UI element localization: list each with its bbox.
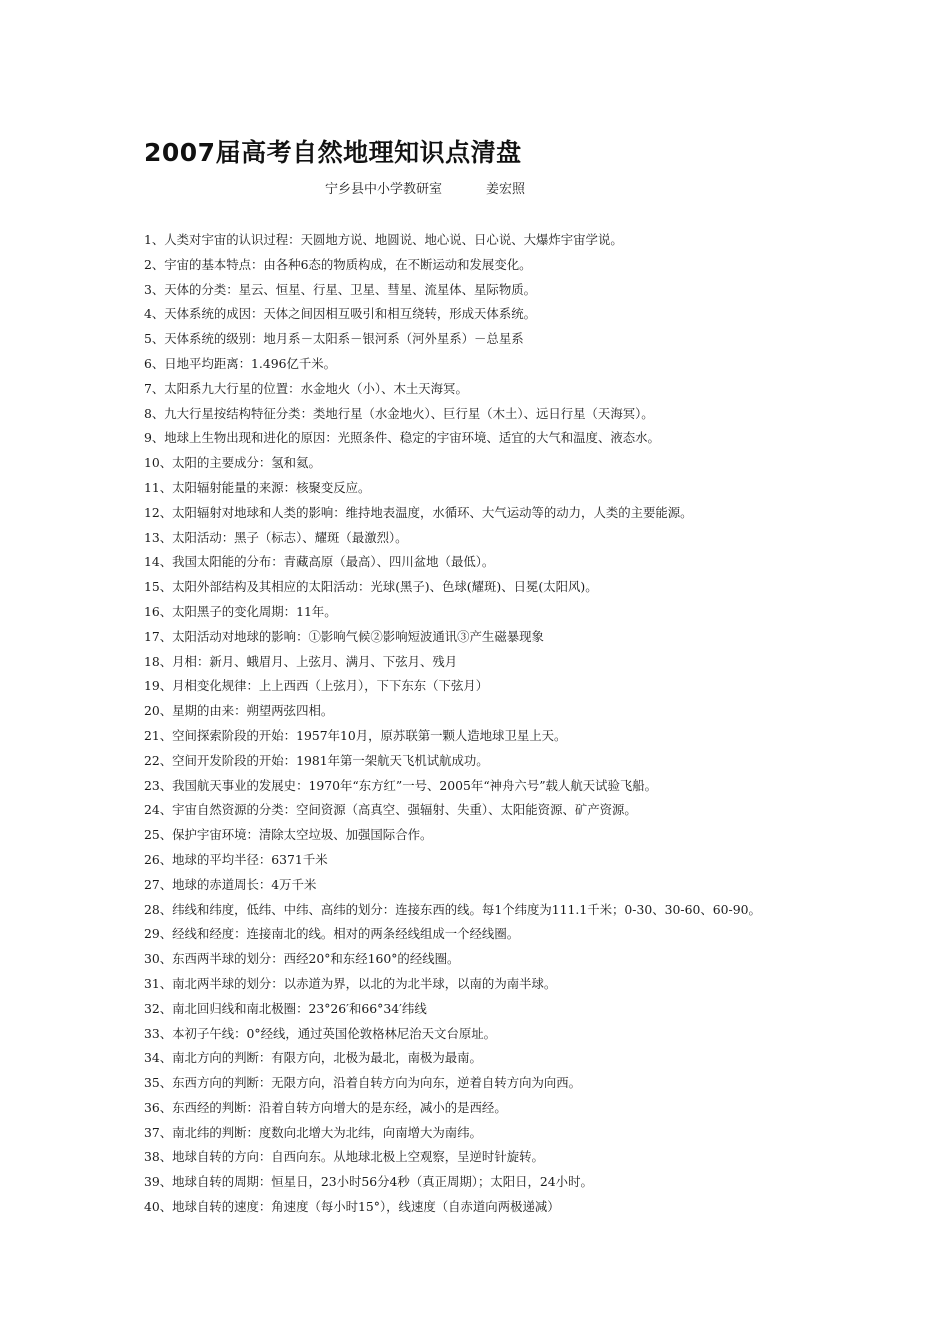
list-item: 17、太阳活动对地球的影响：①影响气候②影响短波通讯③产生磁暴现象 [144, 628, 544, 644]
list-item: 15、太阳外部结构及其相应的太阳活动：光球(黑子)、色球(耀斑)、日冕(太阳风)。 [144, 579, 598, 595]
list-item: 4、天体系统的成因：天体之间因相互吸引和相互绕转，形成天体系统。 [144, 306, 536, 322]
list-item: 22、空间开发阶段的开始：1981年第一架航天飞机试航成功。 [144, 752, 489, 768]
list-item: 16、太阳黑子的变化周期：11年。 [144, 603, 337, 619]
list-item: 27、地球的赤道周长：4万千米 [144, 876, 317, 892]
list-item: 18、月相：新月、蛾眉月、上弦月、满月、下弦月、残月 [144, 653, 458, 669]
list-item: 8、九大行星按结构特征分类：类地行星（水金地火）、巨行星（木土）、远日行星（天海冥）。 [144, 405, 654, 421]
list-item: 11、太阳辐射能量的来源：核聚变反应。 [144, 479, 371, 495]
list-item: 12、太阳辐射对地球和人类的影响：维持地表温度，水循环、大气运动等的动力，人类的主要能源。 [144, 504, 693, 520]
list-item: 34、南北方向的判断：有限方向，北极为最北，南极为最南。 [144, 1050, 482, 1066]
list-item: 28、纬线和纬度，低纬、中纬、高纬的划分：连接东西的线。每1个纬度为111.1千米；0-30、30-60、60-90。 [144, 901, 761, 917]
list-item: 23、我国航天事业的发展史：1970年“东方红”一号、2005年“神舟六号”载人航天试验飞船。 [144, 777, 658, 793]
list-item: 21、空间探索阶段的开始：1957年10月，原苏联第一颗人造地球卫星上天。 [144, 727, 567, 743]
list-item: 5、天体系统的级别：地月系－太阳系－银河系（河外星系）－总星系 [144, 331, 524, 347]
list-item: 25、保护宇宙环境：清除太空垃圾、加强国际合作。 [144, 827, 433, 843]
list-item: 24、宇宙自然资源的分类：空间资源（高真空、强辐射、失重）、太阳能资源、矿产资源。 [144, 802, 637, 818]
list-item: 1、人类对宇宙的认识过程：天圆地方说、地圆说、地心说、日心说、大爆炸宇宙学说。 [144, 232, 623, 247]
list-item: 30、东西两半球的划分：西经20°和东经160°的经线圈。 [144, 951, 460, 967]
list-item: 13、太阳活动：黑子（标志）、耀斑（最激烈）。 [144, 529, 408, 545]
document-title: 2007届高考自然地理知识点清盘 [144, 138, 522, 167]
byline-organization: 宁乡县中小学教研室 [325, 182, 443, 197]
list-item: 36、东西经的判断：沿着自转方向增大的是东经，减小的是西经。 [144, 1099, 507, 1115]
list-item: 3、天体的分类：星云、恒星、行星、卫星、彗星、流星体、星际物质。 [144, 281, 536, 297]
list-item: 29、经线和经度：连接南北的线。相对的两条经线组成一个经线圈。 [144, 926, 520, 942]
list-item: 19、月相变化规律：上上西西（上弦月），下下东东（下弦月） [144, 678, 489, 694]
byline-author: 姜宏照 [486, 182, 526, 197]
list-item: 20、星期的由来：朔望两弦四相。 [144, 703, 334, 719]
list-item: 14、我国太阳能的分布：青藏高原（最高）、四川盆地（最低）。 [144, 554, 495, 570]
list-item: 26、地球的平均半径：6371千米 [144, 851, 328, 867]
list-item: 9、地球上生物出现和进化的原因：光照条件、稳定的宇宙环境、适宜的大气和温度、液态水。 [144, 430, 660, 446]
knowledge-point-list [144, 228, 924, 1220]
list-item: 7、太阳系九大行星的位置：水金地火（小）、木土天海冥。 [144, 380, 468, 396]
list-item: 35、东西方向的判断：无限方向，沿着自转方向为向东，逆着自转方向为向西。 [144, 1075, 582, 1091]
byline [325, 178, 525, 197]
list-item: 38、地球自转的方向：自西向东。从地球北极上空观察，呈逆时针旋转。 [144, 1149, 544, 1165]
list-item: 39、地球自转的周期：恒星日，23小时56分4秒（真正周期）；太阳日，24小时。 [144, 1174, 593, 1190]
list-item: 31、南北两半球的划分：以赤道为界，以北的为北半球，以南的为南半球。 [144, 975, 557, 991]
list-item: 32、南北回归线和南北极圈：23°26′和66°34′纬线 [144, 1000, 427, 1016]
list-item: 10、太阳的主要成分：氢和氦。 [144, 455, 321, 471]
list-item: 33、本初子午线：0°经线，通过英国伦敦格林尼治天文台原址。 [144, 1025, 497, 1041]
list-item: 2、宇宙的基本特点：由各种6态的物质构成，在不断运动和发展变化。 [144, 256, 532, 272]
list-item: 40、地球自转的速度：角速度（每小时15°），线速度（自赤道向两极递减） [144, 1199, 560, 1215]
list-item: 6、日地平均距离：1.496亿千米。 [144, 355, 337, 371]
list-item: 37、南北纬的判断：度数向北增大为北纬，向南增大为南纬。 [144, 1124, 482, 1140]
